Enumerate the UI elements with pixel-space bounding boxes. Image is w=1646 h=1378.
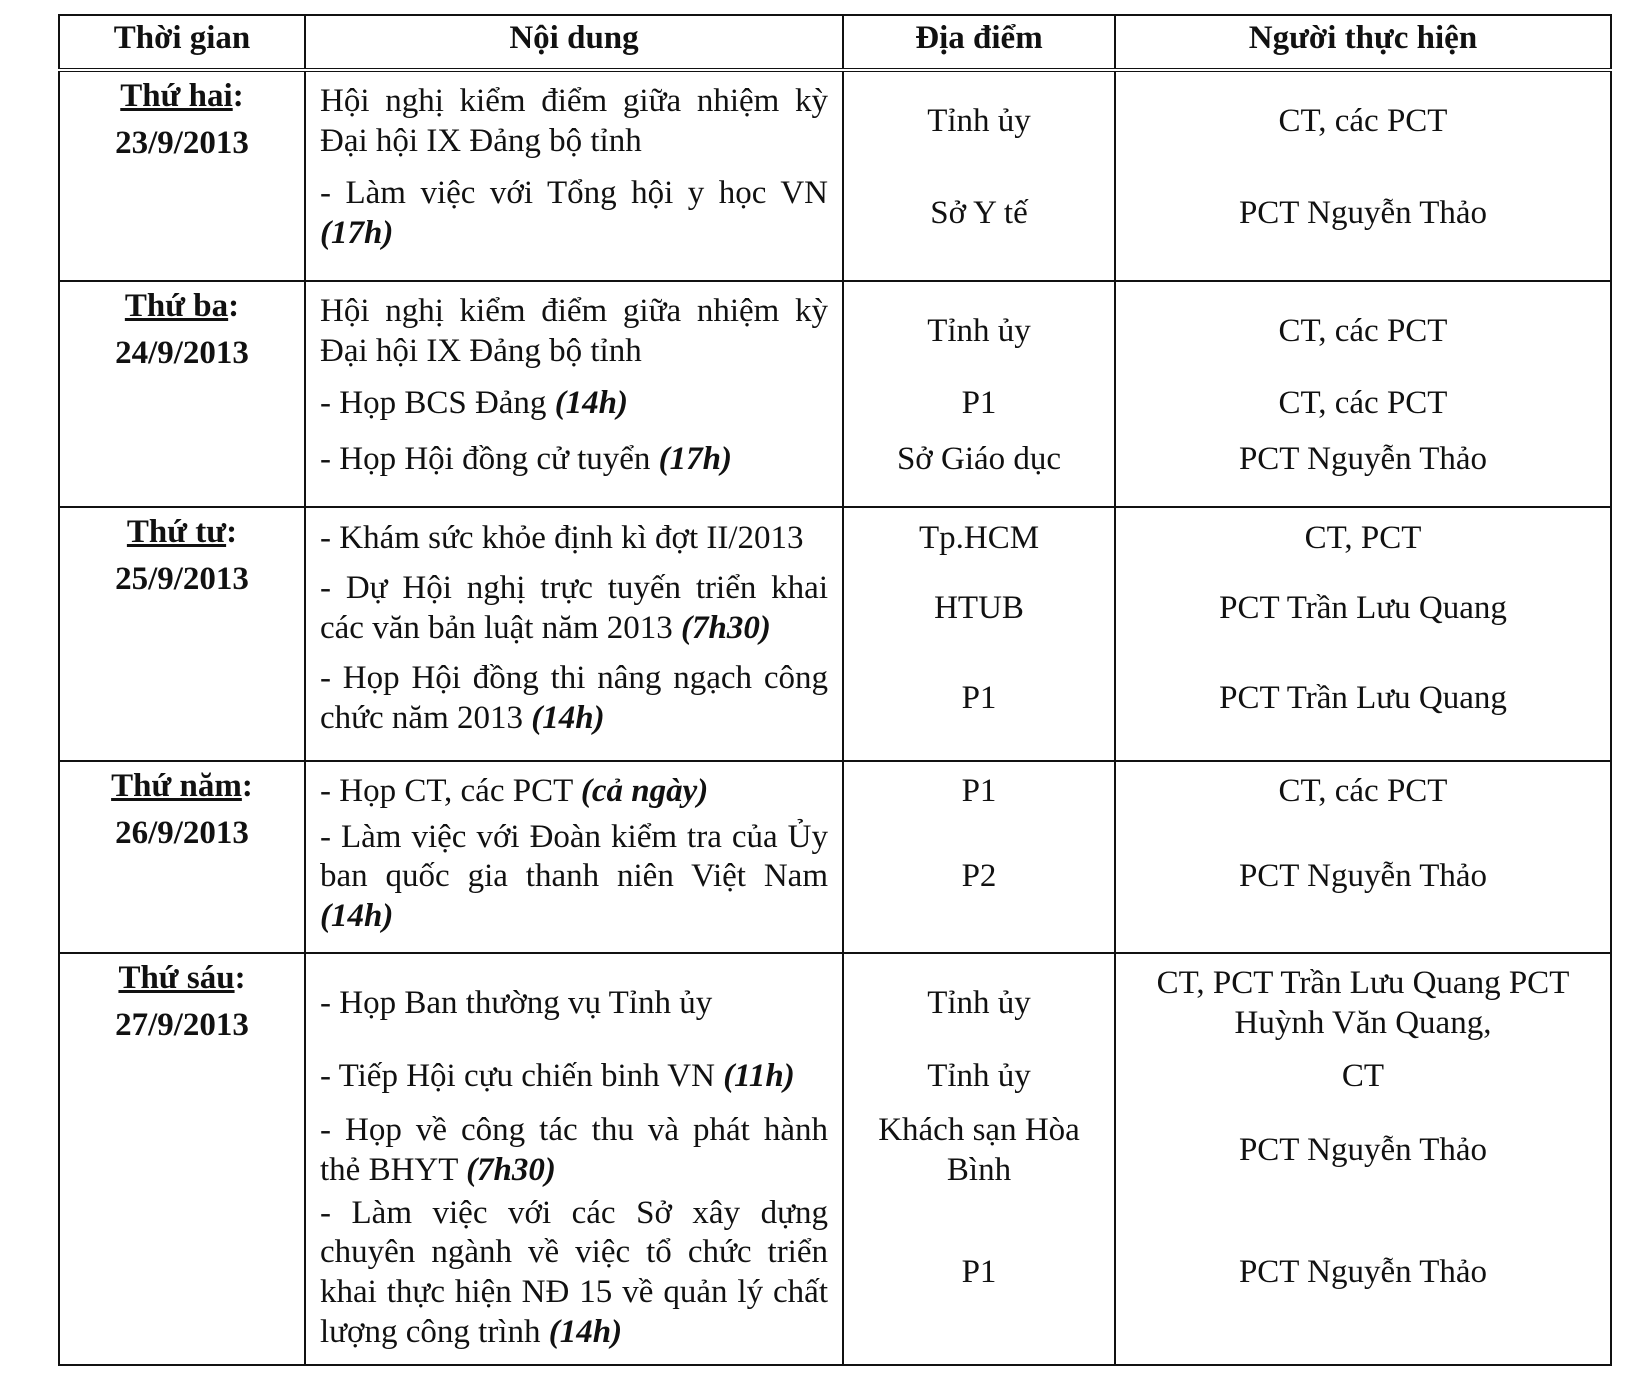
person-cell [1115, 281, 1611, 507]
activity-time: (17h) [320, 215, 394, 251]
location-cell [843, 70, 1115, 281]
location-item: HTUB [934, 590, 1024, 627]
header-content: Nội dung [305, 15, 843, 70]
activity-item [320, 514, 828, 564]
location-cell [843, 953, 1115, 1365]
activity-item [320, 960, 828, 1048]
person-item: CT, PCT [1304, 520, 1422, 557]
location-item: Sở Giáo dục [896, 441, 1062, 478]
activity-time: (7h30) [466, 1152, 556, 1188]
day-date: 24/9/2013 [115, 335, 249, 371]
day-name: Thứ năm [111, 768, 242, 804]
activity-item [320, 166, 828, 262]
content-cell [305, 281, 843, 507]
person-item: PCT Nguyễn Thảo [1238, 858, 1488, 895]
activity-item [320, 816, 828, 938]
location-item: Tỉnh ủy [927, 1058, 1031, 1095]
activity-text: - Họp BCS Đảng [320, 385, 555, 422]
person-item: PCT Nguyễn Thảo [1238, 1132, 1488, 1169]
activity-item [320, 78, 828, 166]
person-item: CT, các PCT [1278, 385, 1448, 422]
activity-text: - Họp Hội đồng cử tuyển [320, 441, 659, 478]
person-item: CT, các PCT [1278, 773, 1448, 810]
activity-text: - Họp Hội đồng thi nâng ngạch công chức năm 2013 [320, 660, 828, 736]
day-cell: Thứ hai: 23/9/2013 [59, 70, 305, 281]
activity-text: - Họp về công tác thu và phát hành thẻ BHYT [320, 1112, 828, 1188]
activity-time: (14h) [554, 385, 629, 422]
person-item: PCT Trần Lưu Quang [1219, 590, 1507, 627]
person-item: PCT Nguyễn Thảo [1238, 441, 1488, 478]
day-date: 26/9/2013 [115, 815, 249, 851]
table-row [59, 507, 1611, 761]
activity-text: - Làm việc với Tổng hội y học VN [320, 175, 828, 212]
header-time: Thời gian [59, 15, 305, 70]
day-date: 27/9/2013 [115, 1007, 249, 1043]
person-cell [1115, 70, 1611, 281]
activity-item [320, 1048, 828, 1106]
activity-item [320, 564, 828, 654]
day-date: 25/9/2013 [115, 561, 249, 597]
activity-text: - Khám sức khỏe định kì đợt II/2013 [320, 520, 804, 557]
person-cell [1115, 507, 1611, 761]
activity-time: (14h) [531, 700, 605, 736]
schedule-table [58, 14, 1612, 1366]
person-item: CT [1341, 1058, 1385, 1095]
activity-time: (11h) [723, 1058, 795, 1095]
person-cell [1115, 761, 1611, 953]
location-item: P1 [961, 1254, 997, 1291]
activity-time: (14h) [548, 1313, 623, 1350]
activity-text: - Họp Ban thường vụ Tỉnh ủy [320, 985, 713, 1022]
day-name: Thứ hai [120, 78, 233, 114]
activity-text: - Làm việc với các Sở xây dựng chuyên ngành về việc tổ chức triển khai thực hiện NĐ 15 về quản lý chất lượng công trình [320, 1194, 828, 1350]
day-name: Thứ sáu [118, 960, 235, 996]
person-item: CT, PCT Trần Lưu Quang PCT Huỳnh Văn Quang, [1156, 965, 1570, 1041]
activity-text: Hội nghị kiểm điểm giữa nhiệm kỳ Đại hội IX Đảng bộ tỉnh [320, 293, 828, 369]
activity-text: - Họp CT, các PCT [320, 773, 581, 810]
person-item: PCT Trần Lưu Quang [1219, 680, 1507, 717]
person-item: CT, các PCT [1278, 313, 1448, 350]
activity-time: (17h) [658, 441, 733, 478]
person-cell [1115, 953, 1611, 1365]
location-cell [843, 761, 1115, 953]
activity-item [320, 432, 828, 488]
day-cell: Thứ năm: 26/9/2013 [59, 761, 305, 953]
day-cell: Thứ tư: 25/9/2013 [59, 507, 305, 761]
person-item: PCT Nguyễn Thảo [1238, 1254, 1488, 1291]
activity-time: (7h30) [681, 610, 771, 646]
day-name: Thứ tư [126, 514, 227, 550]
activity-item [320, 1196, 828, 1350]
content-cell [305, 70, 843, 281]
activity-time: (cả ngày) [580, 773, 709, 810]
location-item: Tp.HCM [918, 520, 1040, 557]
activity-item [320, 654, 828, 744]
activity-text: - Tiếp Hội cựu chiến binh VN [320, 1058, 724, 1095]
table-row [59, 761, 1611, 953]
location-item: Tỉnh ủy [927, 985, 1031, 1022]
activity-text: - Dự Hội nghị trực tuyến triển khai các văn bản luật năm 2013 [320, 570, 828, 646]
activity-text: - Làm việc với Đoàn kiểm tra của Ủy ban quốc gia thanh niên Việt Nam [320, 818, 828, 895]
person-item: CT, các PCT [1278, 103, 1448, 140]
location-item: P1 [961, 773, 997, 810]
person-item: PCT Nguyễn Thảo [1238, 195, 1488, 232]
location-item: Tỉnh ủy [927, 103, 1031, 140]
location-item: P1 [961, 385, 997, 422]
content-cell [305, 953, 843, 1365]
activity-item [320, 1106, 828, 1196]
activity-text: Hội nghị kiểm điểm giữa nhiệm kỳ Đại hội IX Đảng bộ tỉnh [320, 83, 828, 159]
content-cell [305, 761, 843, 953]
location-cell [843, 507, 1115, 761]
location-item: P2 [961, 858, 997, 895]
activity-time: (14h) [320, 897, 394, 934]
content-cell [305, 507, 843, 761]
location-item: Khách sạn Hòa Bình [878, 1112, 1080, 1188]
day-cell: Thứ sáu: 27/9/2013 [59, 953, 305, 1365]
header-row [59, 15, 1611, 70]
location-item: Tỉnh ủy [927, 313, 1031, 350]
day-cell: Thứ ba: 24/9/2013 [59, 281, 305, 507]
location-cell [843, 281, 1115, 507]
location-item: P1 [961, 680, 997, 717]
header-location: Địa điểm [843, 15, 1115, 70]
activity-item [320, 768, 828, 816]
day-name: Thứ ba [124, 288, 229, 324]
table-row [59, 70, 1611, 281]
activity-item [320, 288, 828, 376]
table-row [59, 953, 1611, 1365]
day-date: 23/9/2013 [115, 125, 249, 161]
activity-item [320, 376, 828, 432]
table-row [59, 281, 1611, 507]
location-item: Sở Y tế [930, 195, 1028, 232]
header-person: Người thực hiện [1115, 15, 1611, 70]
